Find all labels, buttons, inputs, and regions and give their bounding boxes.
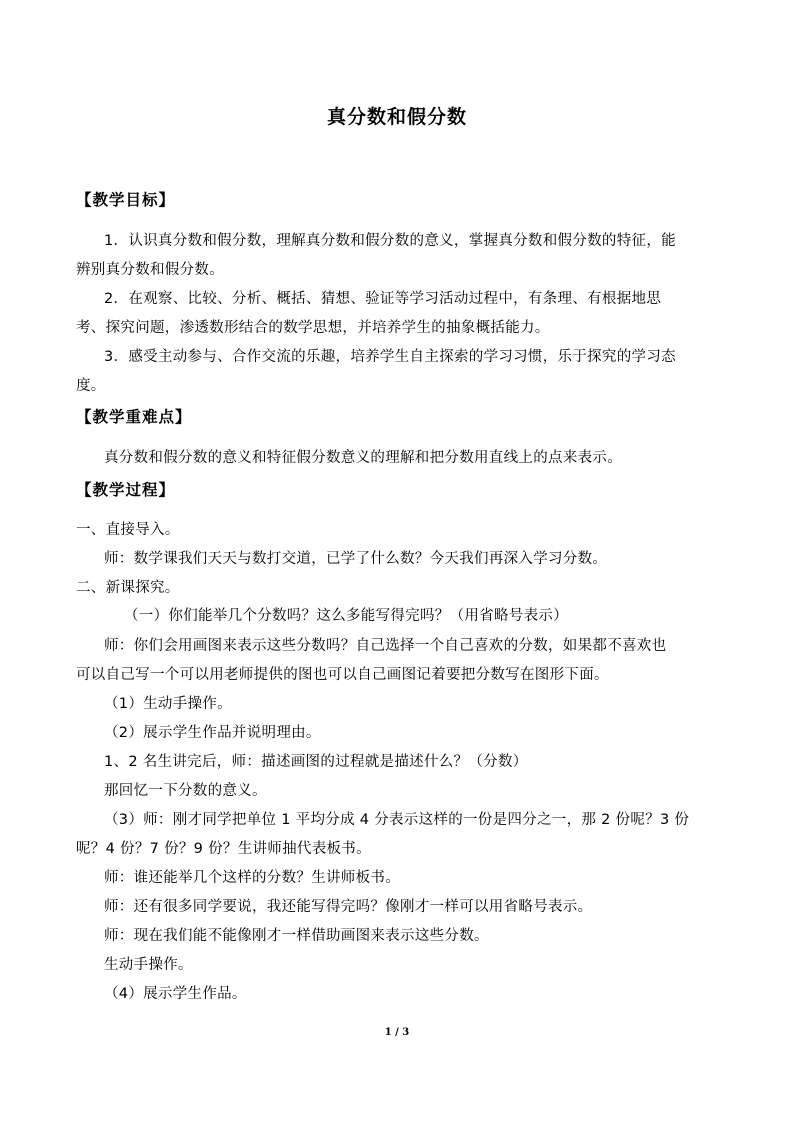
paragraph-line: 度。 bbox=[76, 378, 106, 394]
paragraph-line: 呢？4 份？7 份？9 份？生讲师抽代表板书。 bbox=[76, 841, 371, 857]
paragraph-line: （1）生动手操作。 bbox=[104, 696, 232, 712]
paragraph-line: （3）师：刚才同学把单位 1 平均分成 4 分表示这样的一份是四分之一，那 2 份呢？3 份 bbox=[104, 812, 690, 828]
paragraph-line: 师：谁还能举几个这样的分数？生讲师板书。 bbox=[104, 870, 400, 886]
paragraph-line: 可以自己写一个可以用老师提供的图也可以自己画图记着要把分数写在图形下面。 bbox=[76, 667, 609, 683]
paragraph-line: 师：还有很多同学要说，我还能写得完吗？像刚才一样可以用省略号表示。 bbox=[104, 899, 593, 915]
paragraph-line: 师：你们会用画图来表示这些分数吗？自己选择一个自己喜欢的分数，如果都不喜欢也 bbox=[104, 638, 667, 654]
paragraph-line: 辨别真分数和假分数。 bbox=[76, 262, 224, 278]
paragraph-line: （4）展示学生作品。 bbox=[104, 986, 247, 1002]
paragraph-line: 1．认识真分数和假分数，理解真分数和假分数的意义，掌握真分数和假分数的特征，能 bbox=[104, 233, 676, 249]
paragraph-line: 那回忆一下分数的意义。 bbox=[104, 783, 267, 799]
paragraph-line: 师：现在我们能不能像刚才一样借助画图来表示这些分数。 bbox=[104, 928, 489, 944]
section-heading-key-points: 【教学重难点】 bbox=[76, 408, 192, 426]
page-title: 真分数和假分数 bbox=[326, 106, 467, 128]
section-heading-objectives: 【教学目标】 bbox=[76, 191, 176, 209]
paragraph-line: 真分数和假分数的意义和特征假分数意义的理解和把分数用直线上的点来表示。 bbox=[104, 450, 622, 466]
paragraph-line: 一、直接导入。 bbox=[76, 522, 180, 538]
paragraph-line: 考、探究问题，渗透数形结合的数学思想，并培养学生的抽象概括能力。 bbox=[76, 320, 550, 336]
page-number: 1 / 3 bbox=[384, 1027, 410, 1038]
section-heading-process: 【教学过程】 bbox=[76, 481, 176, 499]
paragraph-line: 师：数学课我们天天与数打交道，已学了什么数？今天我们再深入学习分数。 bbox=[104, 551, 608, 567]
paragraph-line: 1、2 名生讲完后，师：描述画图的过程就是描述什么？（分数） bbox=[104, 754, 528, 770]
paragraph-line: 2．在观察、比较、分析、概括、猜想、验证等学习活动过程中，有条理、有根据地思 bbox=[104, 291, 662, 307]
paragraph-line: 3．感受主动参与、合作交流的乐趣，培养学生自主探索的学习习惯，乐于探究的学习态 bbox=[104, 349, 676, 365]
paragraph-line: 生动手操作。 bbox=[104, 957, 193, 973]
paragraph-line: （一）你们能举几个分数吗？这么多能写得完吗？（用省略号表示） bbox=[124, 608, 568, 624]
paragraph-line: 二、新课探究。 bbox=[76, 580, 180, 596]
paragraph-line: （2）展示学生作品并说明理由。 bbox=[104, 725, 321, 741]
